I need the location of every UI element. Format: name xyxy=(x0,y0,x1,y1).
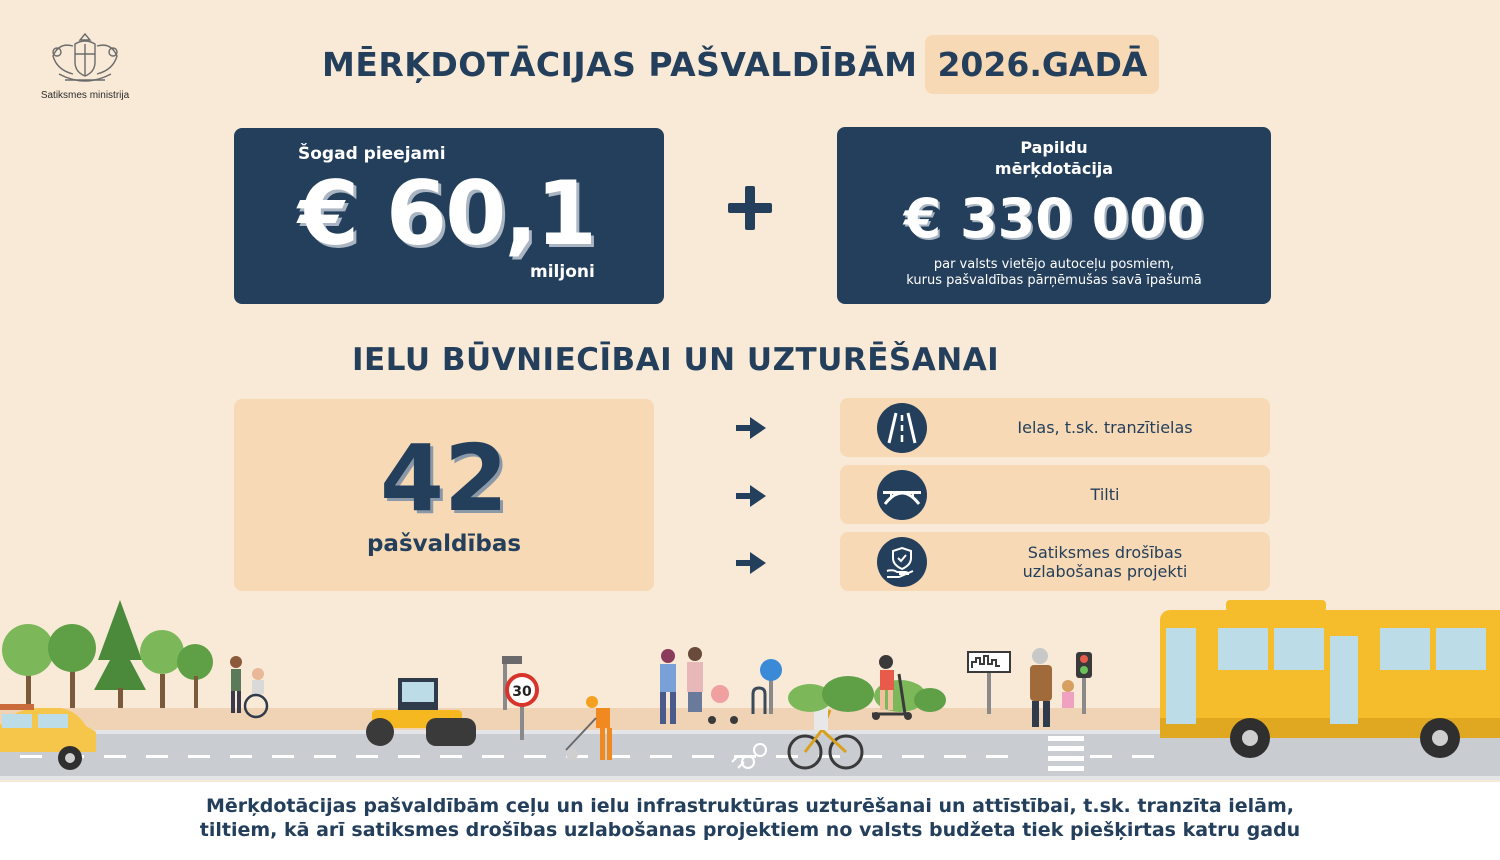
title-year-badge: 2026.GADĀ xyxy=(925,35,1159,94)
arrow-right-icon xyxy=(736,552,766,574)
category-safety xyxy=(840,532,1270,591)
available-funds-amount: € 60,1 xyxy=(298,162,595,265)
additional-grant-label-line2: mērķdotācija xyxy=(994,159,1114,178)
road-icon xyxy=(877,403,927,453)
municipalities-count: 42 xyxy=(379,425,509,532)
section-subtitle: IELU BŪVNIECĪBAI UN UZTURĒŠANAI xyxy=(352,342,1000,378)
municipalities-caption: pašvaldības xyxy=(366,531,522,557)
trees xyxy=(2,600,213,708)
arrow-right-icon xyxy=(736,417,766,439)
traffic-light xyxy=(1076,652,1092,714)
available-funds-box xyxy=(234,128,664,304)
town-sign xyxy=(968,652,1010,714)
wheelchair-pedestrians xyxy=(230,656,267,717)
additional-grant-label-line1: Papildu xyxy=(1020,138,1088,157)
plus-icon xyxy=(722,180,778,236)
bus xyxy=(1160,600,1500,758)
footer-line1: Mērķdotācijas pašvaldībām ceļu un ielu infrastruktūras uzturēšanai un attīstībai, t.sk. tranzīta ielām, xyxy=(205,795,1295,817)
municipalities-count-box xyxy=(234,399,654,591)
footer-line2: tiltiem, kā arī satiksmes drošības uzlabošanas projektiem no valsts budžeta tiek piešķirtas katru gadu xyxy=(199,819,1301,841)
category-bridges-label: Tilti xyxy=(1090,485,1120,504)
additional-grant-label xyxy=(837,137,1271,179)
additional-grant-amount: € 330 000 xyxy=(903,187,1205,250)
category-bridges xyxy=(840,465,1270,524)
footer xyxy=(0,782,1500,860)
additional-grant-note xyxy=(837,257,1271,289)
category-streets-label: Ielas, t.sk. tranzītielas xyxy=(1017,418,1193,437)
arrow-right-icon xyxy=(736,485,766,507)
title-text: MĒRĶDOTĀCIJAS PAŠVALDĪBĀM xyxy=(322,44,918,84)
coat-of-arms-icon xyxy=(45,30,125,88)
footer-text xyxy=(0,794,1500,842)
bicycle-sign xyxy=(753,659,782,714)
logo-caption: Satiksmes ministrija xyxy=(40,90,130,101)
additional-grant-note-line2: kurus pašvaldības pārņēmušas savā īpašumā xyxy=(906,273,1202,288)
additional-grant-box xyxy=(837,127,1271,304)
street-scene-illustration xyxy=(0,590,1500,782)
ministry-logo xyxy=(30,30,140,110)
category-streets xyxy=(840,398,1270,457)
bridge-icon xyxy=(877,470,927,520)
category-safety-label: Satiksmes drošības uzlabošanas projekti xyxy=(1022,542,1188,581)
page-title xyxy=(322,34,1159,94)
speed-limit-value: 30 xyxy=(512,684,532,700)
bushes xyxy=(788,676,946,712)
available-funds-label: Šogad pieejami xyxy=(298,144,446,164)
shield-hand-icon xyxy=(877,537,927,587)
additional-grant-note-line1: par valsts vietējo autoceļu posmiem, xyxy=(933,257,1175,272)
available-funds-unit: miljoni xyxy=(530,262,595,282)
